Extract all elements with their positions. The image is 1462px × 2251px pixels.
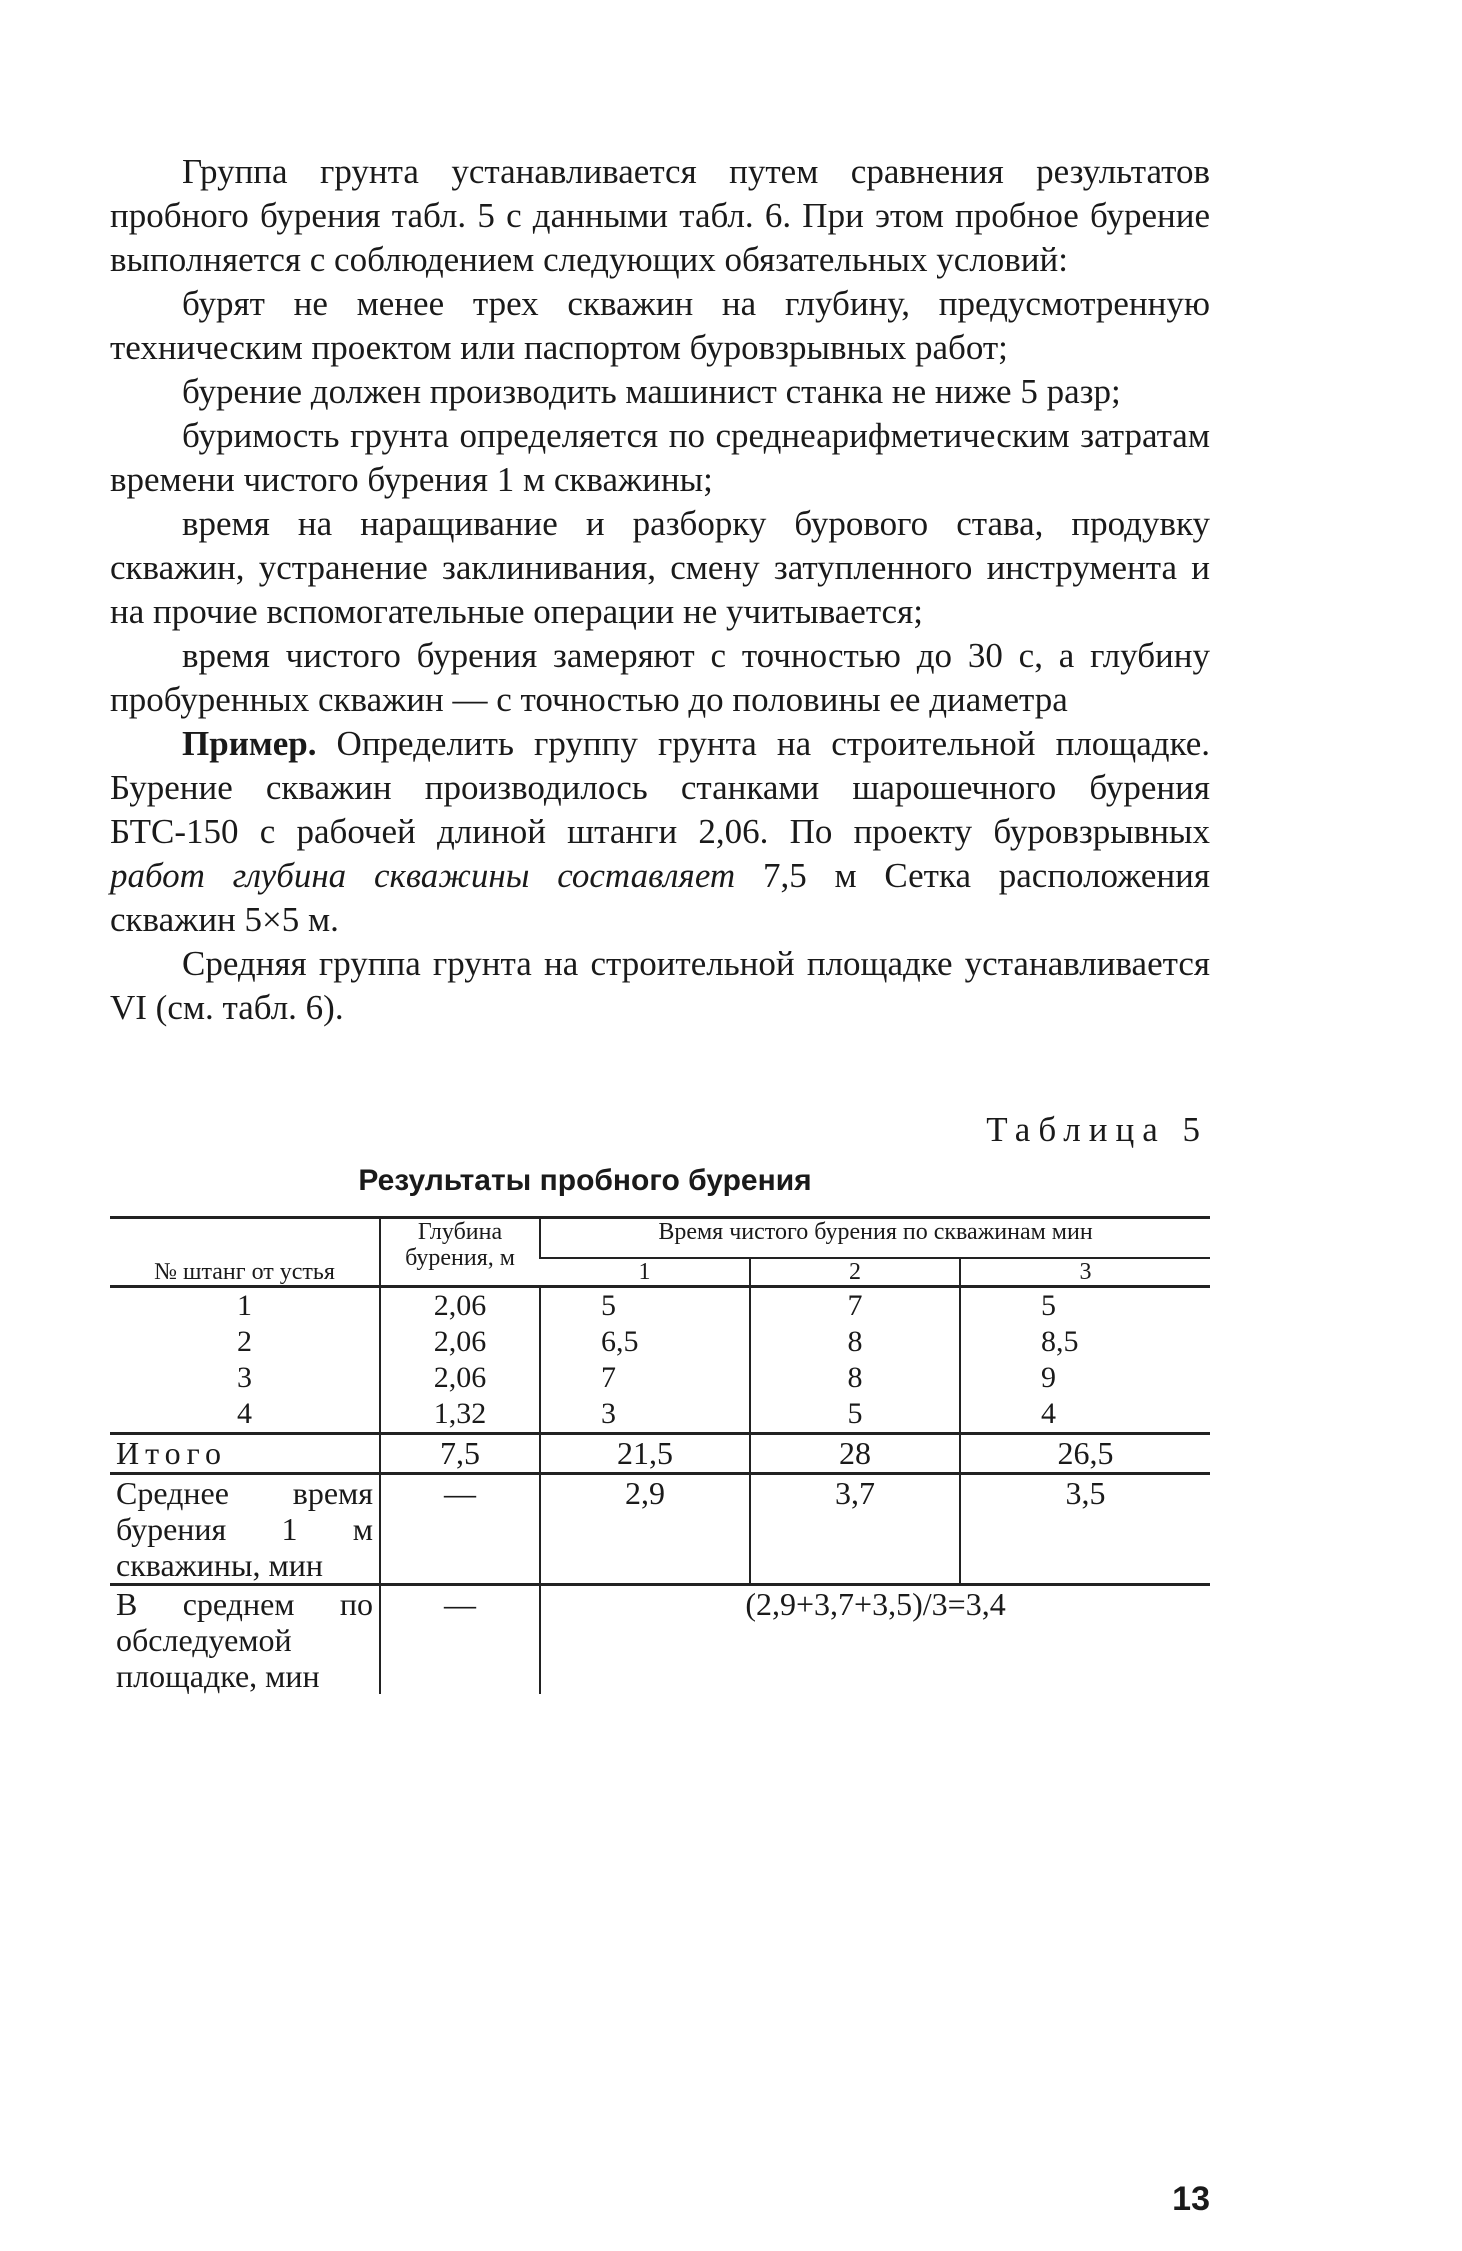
header-well-1: 1	[540, 1258, 750, 1287]
depth-cell: 2,06 2,06 2,06 1,32	[380, 1287, 540, 1434]
header-depth: Глубина бурения, м	[380, 1218, 540, 1287]
example-text-b: 7,5 м Сетка расположения скважин 5×5 м.	[110, 856, 1210, 939]
well-3-cell: 5 8,5 9 4	[960, 1287, 1210, 1434]
total-row	[110, 1434, 1210, 1474]
header-well-2: 2	[750, 1258, 960, 1287]
paragraph-condition-2: бурение должен производить машинист станка не ниже 5 разр;	[182, 372, 1121, 411]
header-rod-number: № штанг от устья	[110, 1218, 380, 1287]
total-well-3: 26,5	[960, 1434, 1210, 1474]
total-label: Итого	[110, 1434, 380, 1474]
average-well-3: 3,5	[960, 1474, 1210, 1585]
paragraph-condition-5: время чистого бурения замеряют с точностью до 30 с, а глубину пробуренных скважин — с точностью до половины ее диаметра	[110, 636, 1210, 719]
paragraph-condition-3: буримость грунта определяется по среднеарифметическим затратам времени чистого бурения 1 м скважины;	[110, 416, 1210, 499]
paragraph-condition-4: время на наращивание и разборку бурового става, продувку скважин, устранение заклинивания, смену затупленного инструмента и на прочие вспомогательные операции не учитывается;	[110, 504, 1210, 631]
well-1-cell: 5 6,5 7 3	[540, 1287, 750, 1434]
example-text-italic: работ глубина скважины составляет	[110, 856, 736, 895]
total-well-1: 21,5	[540, 1434, 750, 1474]
average-depth: —	[380, 1474, 540, 1585]
paragraph-condition-1: бурят не менее трех скважин на глубину, предусмотренную техническим проектом или паспортом буровзрывных работ;	[110, 284, 1210, 367]
site-mean-depth: —	[380, 1585, 540, 1695]
header-well-3: 3	[960, 1258, 1210, 1287]
table-row	[110, 1287, 1210, 1434]
example-text-a: Определить группу грунта на строительной площадке. Бурение скважин производилось станками шарошечного бурения БТС-150 с рабочей длиной штанги 2,06. По проекту буровзрывных	[110, 724, 1210, 851]
average-label: Среднее время бурения 1 м скважины, мин	[110, 1474, 380, 1585]
drilling-results-table	[110, 1216, 1210, 1694]
table-label: Таблица 5	[986, 1110, 1208, 1149]
paragraph-intro: Группа грунта устанавливается путем сравнения результатов пробного бурения табл. 5 с данными табл. 6. При этом пробное бурение выполняется с соблюдением следующих обязательных условий:	[110, 152, 1210, 279]
average-row	[110, 1474, 1210, 1585]
average-well-2: 3,7	[750, 1474, 960, 1585]
well-2-cell: 7 8 8 5	[750, 1287, 960, 1434]
site-mean-label: В среднем по обследуемой площадке, мин	[110, 1585, 380, 1695]
header-time-group: Время чистого бурения по скважинам мин	[540, 1218, 1210, 1259]
paragraph-example	[110, 722, 1210, 942]
total-well-2: 28	[750, 1434, 960, 1474]
total-depth: 7,5	[380, 1434, 540, 1474]
document-page	[110, 150, 1210, 1694]
average-well-1: 2,9	[540, 1474, 750, 1585]
paragraph-conclusion: Средняя группа грунта на строительной площадке устанавливается VI (см. табл. 6).	[110, 944, 1210, 1027]
rod-number-cell: 1 2 3 4	[110, 1287, 380, 1434]
site-mean-formula: (2,9+3,7+3,5)/3=3,4	[540, 1585, 1210, 1695]
example-heading: Пример.	[182, 724, 317, 763]
site-mean-row	[110, 1585, 1210, 1695]
page-number: 13	[1172, 2180, 1210, 2218]
table-title: Результаты пробного бурения	[358, 1164, 812, 1197]
